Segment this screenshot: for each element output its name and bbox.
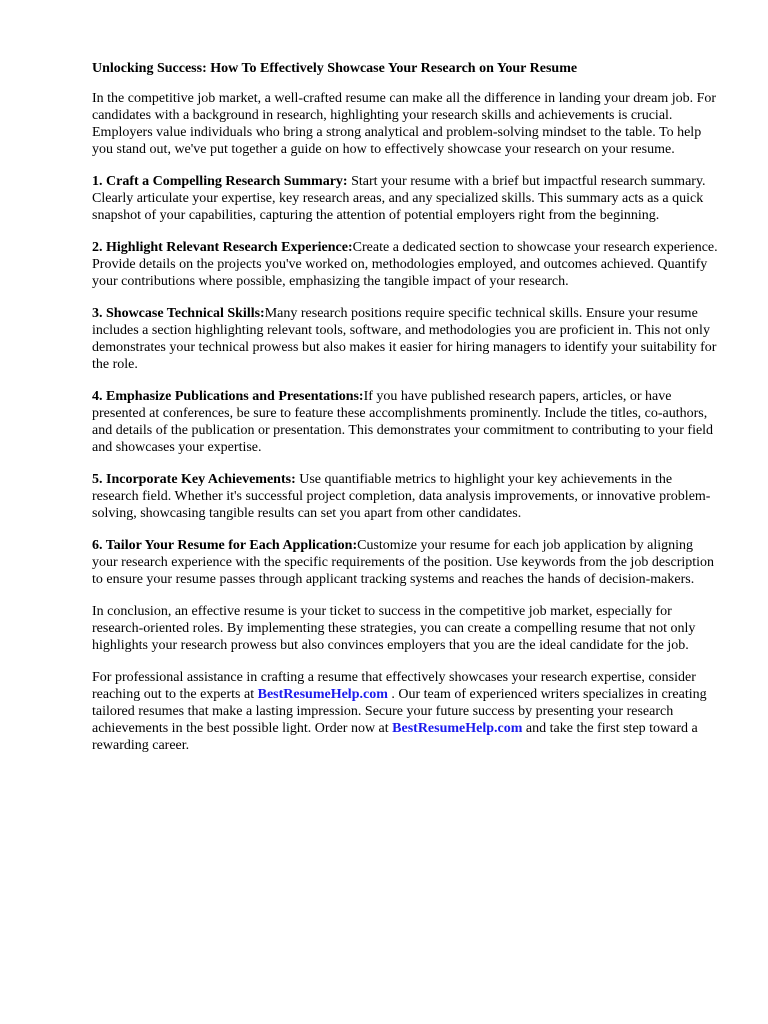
section-publications [92, 388, 720, 456]
section-craft-summary [92, 173, 720, 224]
section-tailor-resume [92, 537, 720, 588]
section-heading: 3. Showcase Technical Skills: [92, 306, 265, 321]
document-title: Unlocking Success: How To Effectively Showcase Your Research on Your Resume [92, 61, 578, 76]
section-text: Many research positions require specific technical skills. Ensure your resume includes a section highlighting relevant tools, software, and methodologies you are proficient in. This not only demonstrates your technical prowess but also makes it easier for hiring managers to identify your suitability for the role. [92, 306, 717, 372]
section-text: Customize your resume for each job application by aligning your research experience with the specific requirements of the position. Use keywords from the job description to ensure your resume passes through applicant tracking systems and reaches the hands of decision-makers. [92, 538, 715, 587]
intro-paragraph: In the competitive job market, a well-crafted resume can make all the difference in landing your dream job. For candidates with a background in research, highlighting your research skills and achievements is crucial. Employers value individuals who bring a strong analytical and problem-solving mindset to the table. To help you stand out, we've put together a guide on how to effectively showcase your research on your resume. [92, 91, 717, 157]
section-text: Use quantifiable metrics to highlight your key achievements in the research field. Whether it's successful project completion, data analysis improvements, or innovative problem-solving, showcasing tangible results can set you apart from other candidates. [92, 472, 711, 521]
section-achievements [92, 471, 720, 522]
section-heading: 2. Highlight Relevant Research Experience: [92, 240, 353, 255]
closing-paragraph [92, 669, 720, 754]
section-heading: 5. Incorporate Key Achievements: [92, 472, 296, 487]
closing-text-3: and take the first step toward a rewarding career. [92, 721, 698, 753]
section-heading: 1. Craft a Compelling Research Summary: [92, 174, 348, 189]
section-research-experience [92, 239, 720, 290]
section-text: If you have published research papers, articles, or have presented at conferences, be sure to feature these accomplishments prominently. Include the titles, co-authors, and details of the publication or presentation. This demonstrates your commitment to contributing to your field and showcases your expertise. [92, 389, 714, 455]
bestresumehelp-link[interactable]: BestResumeHelp.com [257, 687, 388, 702]
section-text: Start your resume with a brief but impactful research summary. Clearly articulate your expertise, key research areas, and any specialized skills. This summary acts as a quick snapshot of your capabilities, capturing the attention of potential employers right from the beginning. [92, 174, 706, 223]
bestresumehelp-link[interactable]: BestResumeHelp.com [392, 721, 523, 736]
section-text: Create a dedicated section to showcase your research experience. Provide details on the projects you've worked on, methodologies employed, and outcomes achieved. Quantify your contributions where possible, emphasizing the tangible impact of your research. [92, 240, 718, 289]
section-heading: 4. Emphasize Publications and Presentations: [92, 389, 364, 404]
section-heading: 6. Tailor Your Resume for Each Application: [92, 538, 358, 553]
closing-text-2: . Our team of experienced writers specializes in creating tailored resumes that make a lasting impression. Secure your future success by presenting your research achievements in the best possible light. Order now at [92, 687, 707, 736]
section-technical-skills [92, 305, 720, 373]
closing-text-1: For professional assistance in crafting a resume that effectively showcases your research expertise, consider reaching out to the experts at [92, 670, 696, 702]
conclusion-paragraph: In conclusion, an effective resume is your ticket to success in the competitive job market, especially for research-oriented roles. By implementing these strategies, you can create a compelling resume that not only highlights your research prowess but also convinces employers that you are the ideal candidate for the job. [92, 604, 696, 653]
